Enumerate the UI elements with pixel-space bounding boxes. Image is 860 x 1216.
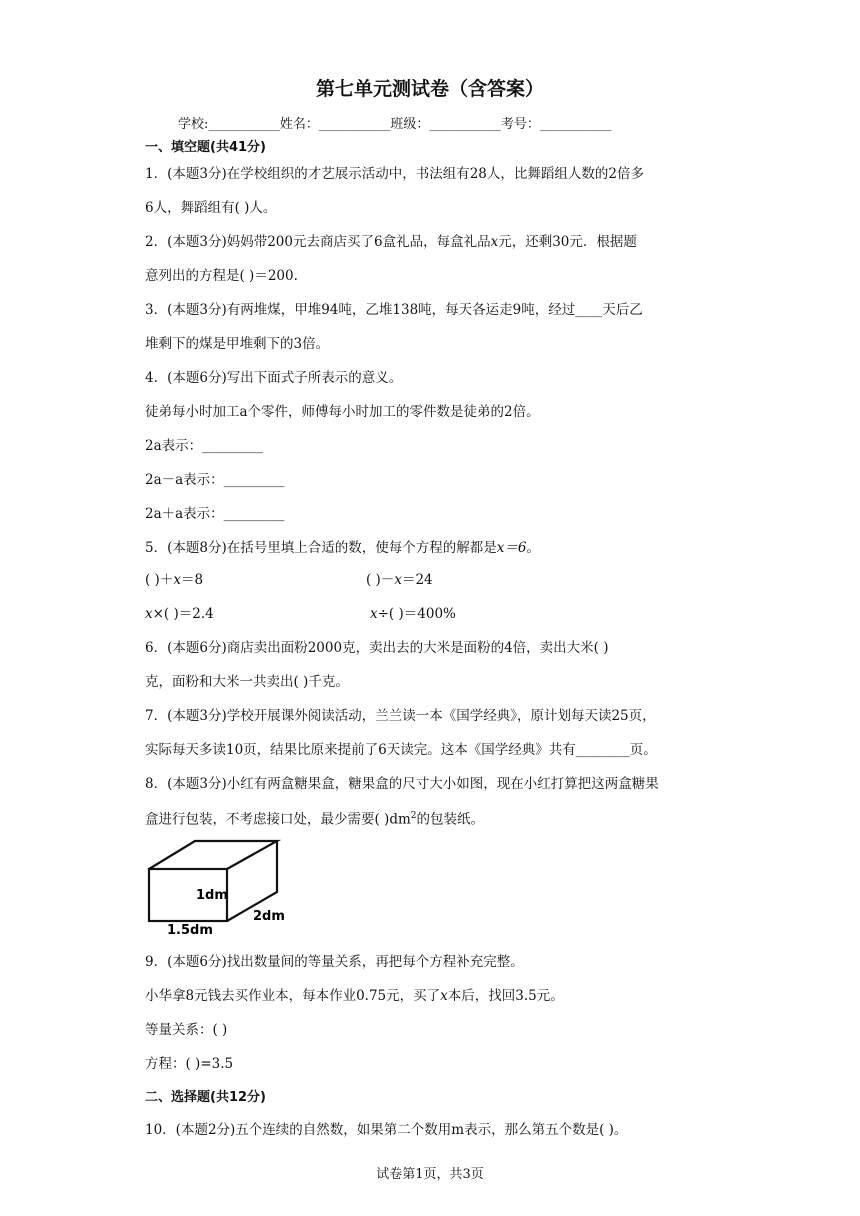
section-fill-heading: 一、填空题(共41分) <box>145 140 266 155</box>
student-info-line: 学校:___________姓名：___________班级：___________考号：___________ <box>178 117 612 132</box>
q5-eq3: ×( )＝2.4 <box>152 606 214 622</box>
q5-line3-right <box>370 604 456 624</box>
page-footer: 试卷第1页，共3页 <box>376 1167 484 1182</box>
q8-superscript: 2 <box>410 811 417 821</box>
q5-line2-right <box>366 570 433 590</box>
variable-x: x <box>370 606 378 622</box>
q9-line3: 等量关系：( ) <box>145 1022 228 1038</box>
q5-eq2-post: ＝24 <box>401 572 433 588</box>
q2-text-pre: 2．(本题3分)妈妈带200元去商店买了6盒礼品，每盒礼品 <box>145 234 491 250</box>
label-depth: 2dm <box>253 909 285 924</box>
q7-line2: 实际每天多读10页，结果比原来提前了6天读完。这本《国学经典》共有________页。 <box>145 742 657 758</box>
q6-line1: 6．(本题6分)商店卖出面粉2000克，卖出去的大米是面粉的4倍，卖出大米( ) <box>145 640 609 656</box>
q4-line2: 徒弟每小时加工a个零件，师傅每小时加工的零件数是徒弟的2倍。 <box>145 404 540 420</box>
cuboid-figure <box>140 836 300 936</box>
q8-text-post: 的包装纸。 <box>416 811 485 828</box>
q4-line4: 2a－a表示：_________ <box>145 472 285 488</box>
variable-x: x <box>173 572 181 588</box>
q2-line1 <box>145 232 637 252</box>
q4-line1: 4．(本题6分)写出下面式子所表示的意义。 <box>145 370 403 386</box>
q7-line1: 7．(本题3分)学校开展课外阅读活动，兰兰读一本《国学经典》，原计划每天读25页， <box>145 708 656 724</box>
label-height: 1dm <box>196 888 228 903</box>
q5-eq1-post: ＝8 <box>180 572 204 588</box>
section-choice-heading: 二、选择题(共12分) <box>145 1090 266 1105</box>
q8-line2 <box>145 806 484 830</box>
variable-x: x <box>394 572 402 588</box>
q4-line3: 2a表示：_________ <box>145 438 263 454</box>
q5-line3-left <box>145 604 214 624</box>
q8-text-pre: 盒进行包装，不考虑接口处，最少需要( )dm <box>145 811 411 828</box>
q5-line2-left <box>145 570 203 590</box>
variable-x: x <box>145 606 153 622</box>
q2-text-post: 元，还剩30元．根据题 <box>498 234 637 250</box>
q8-line1: 8．(本题3分)小红有两盒糖果盒，糖果盒的尺寸大小如图，现在小红打算把这两盒糖果 <box>145 776 659 792</box>
q9-text-post: 本后，找回3.5元。 <box>447 988 564 1004</box>
q3-line2: 堆剩下的煤是甲堆剩下的3倍。 <box>145 336 330 352</box>
variable-x: x <box>490 234 499 250</box>
q1-line1: 1．(本题3分)在学校组织的才艺展示活动中，书法组有28人，比舞蹈组人数的2倍多 <box>145 166 644 182</box>
q9-text-pre: 小华拿8元钱去买作业本，每本作业0.75元，买了 <box>145 988 441 1004</box>
label-width: 1.5dm <box>167 923 213 936</box>
page-title: 第七单元测试卷（含答案） <box>315 78 544 100</box>
cuboid-top-face <box>149 841 277 869</box>
q6-line2: 克，面粉和大米一共卖出( )千克。 <box>145 674 349 690</box>
q3-line1: 3．(本题3分)有两堆煤，甲堆94吨，乙堆138吨，每天各运走9吨，经过____天后乙 <box>145 302 643 318</box>
q5-text-post: 。 <box>526 540 540 556</box>
q2-line2: 意列出的方程是( )＝200. <box>145 268 298 284</box>
q1-line2: 6人，舞蹈组有( )人。 <box>145 200 277 216</box>
q10-line1: 10．(本题2分)五个连续的自然数，如果第二个数用m表示，那么第五个数是( )。 <box>145 1122 628 1138</box>
variable-x: x <box>440 988 448 1004</box>
q5-eq1-pre: ( )＋ <box>145 572 174 588</box>
q9-line2 <box>145 986 564 1006</box>
q5-equation: x＝6 <box>496 540 527 556</box>
q5-eq4: ÷( )＝400% <box>377 606 456 622</box>
q5-line1 <box>145 538 540 558</box>
q4-line5: 2a＋a表示：_________ <box>145 506 285 522</box>
q9-line1: 9．(本题6分)找出数量间的等量关系，再把每个方程补充完整。 <box>145 954 524 970</box>
q9-line4: 方程：( )=3.5 <box>145 1056 234 1072</box>
q5-eq2-pre: ( )－ <box>366 572 395 588</box>
q5-text-pre: 5．(本题8分)在括号里填上合适的数，使每个方程的解都是 <box>145 540 497 556</box>
